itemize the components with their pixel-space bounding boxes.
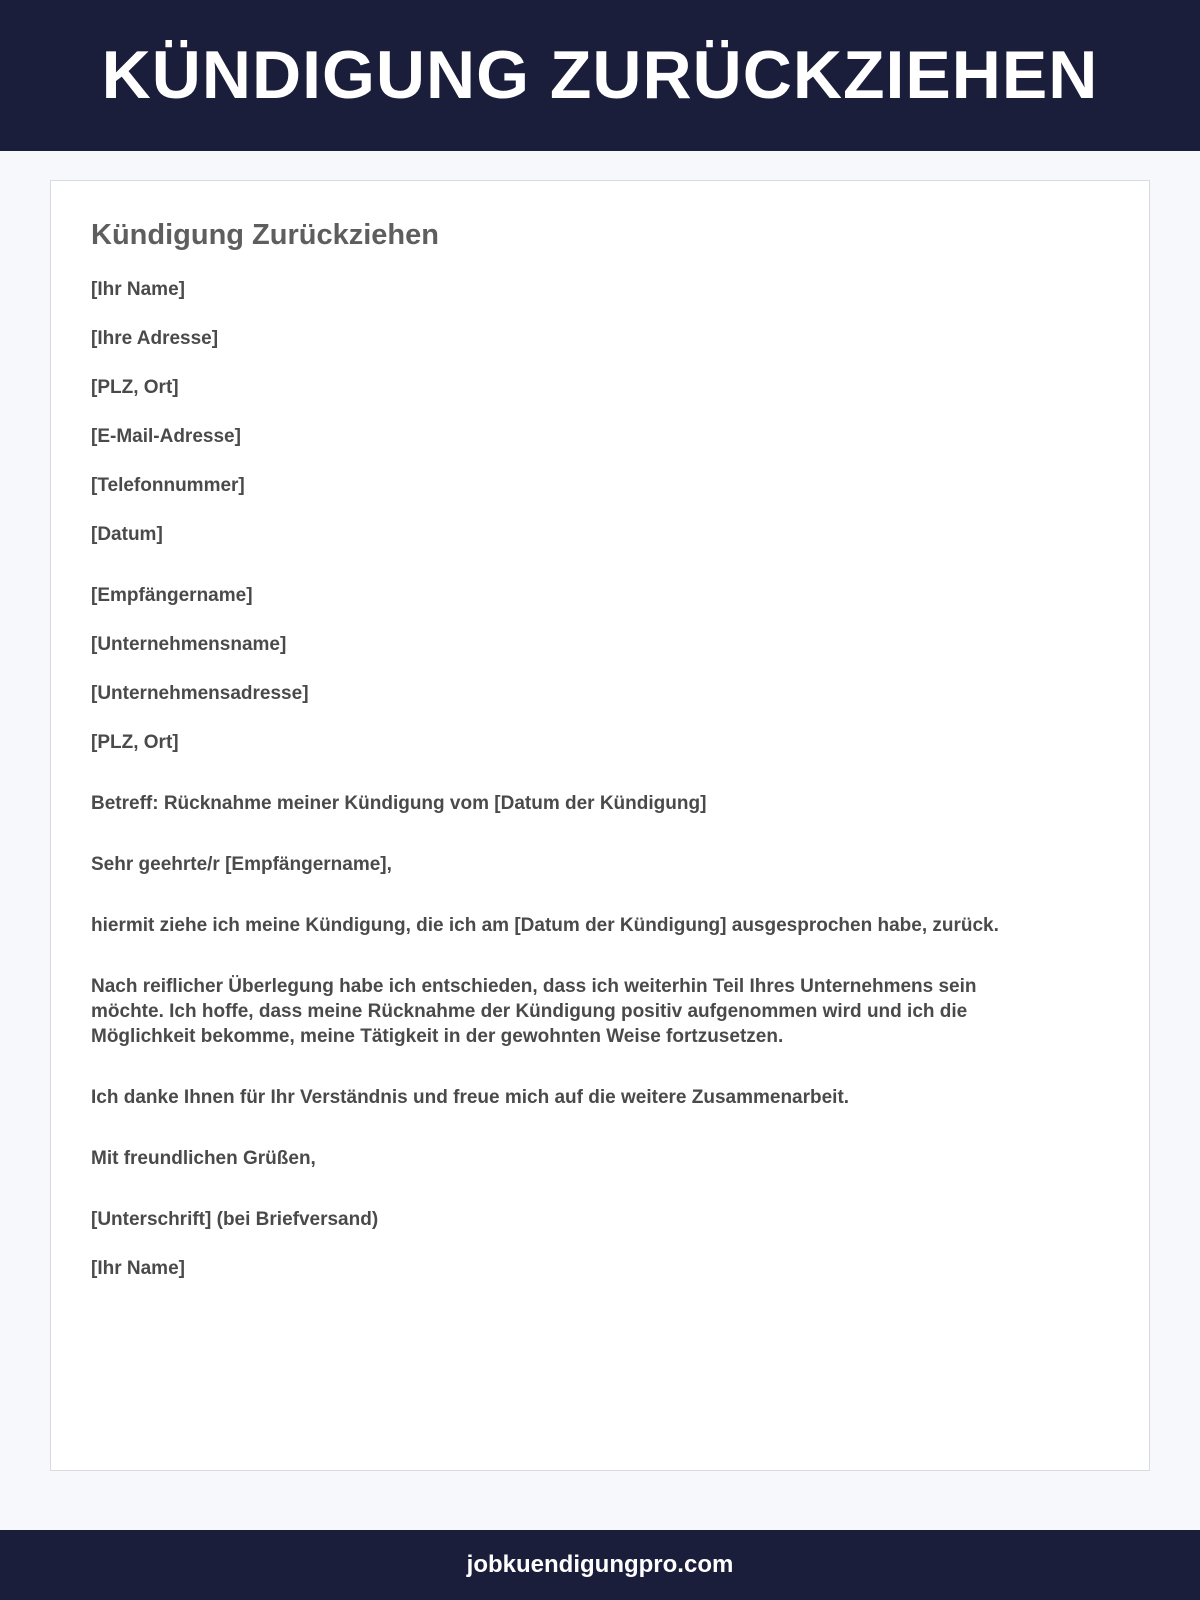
- page-title: KÜNDIGUNG ZURÜCKZIEHEN: [101, 36, 1099, 113]
- letter-paragraph: hiermit ziehe ich meine Kündigung, die ich am [Datum der Kündigung] ausgesprochen habe, zurück.: [91, 915, 999, 936]
- recipient-company: [Unternehmensname]: [91, 634, 287, 655]
- sender-address: [Ihre Adresse]: [91, 328, 219, 349]
- recipient-name: [Empfängername]: [91, 585, 253, 606]
- page-header: [0, 0, 1200, 151]
- recipient-company-address: [Unternehmensadresse]: [91, 683, 309, 704]
- letter-salutation: Sehr geehrte/r [Empfängername],: [91, 854, 392, 875]
- letter-sheet: [50, 180, 1150, 1471]
- sender-name: [Ihr Name]: [91, 279, 185, 300]
- sender-phone: [Telefonnummer]: [91, 475, 245, 496]
- sender-email: [E-Mail-Adresse]: [91, 426, 241, 447]
- footer-site-link[interactable]: jobkuendigungpro.com: [466, 1551, 734, 1578]
- page-footer: [0, 1530, 1200, 1600]
- letter-paragraph: Nach reiflicher Überlegung habe ich entschieden, dass ich weiterhin Teil Ihres Unternehmens sein möchte. Ich hoffe, dass meine Rücknahme der Kündigung positiv aufgenommen wird und ich die Möglichkeit bekomme, meine Tätigkeit in der gewohnten Weise fortzusetzen.: [91, 976, 977, 1047]
- letter-title: Kündigung Zurückziehen: [91, 219, 439, 251]
- letter-signature: [Unterschrift] (bei Briefversand): [91, 1209, 379, 1230]
- signer-name: [Ihr Name]: [91, 1258, 185, 1279]
- letter-subject: Betreff: Rücknahme meiner Kündigung vom [Datum der Kündigung]: [91, 793, 707, 814]
- sender-zip-city: [PLZ, Ort]: [91, 377, 179, 398]
- letter-paragraph: Ich danke Ihnen für Ihr Verständnis und freue mich auf die weitere Zusammenarbeit.: [91, 1087, 850, 1108]
- letter-closing: Mit freundlichen Grüßen,: [91, 1148, 316, 1169]
- letter-date: [Datum]: [91, 524, 163, 545]
- recipient-zip-city: [PLZ, Ort]: [91, 732, 179, 753]
